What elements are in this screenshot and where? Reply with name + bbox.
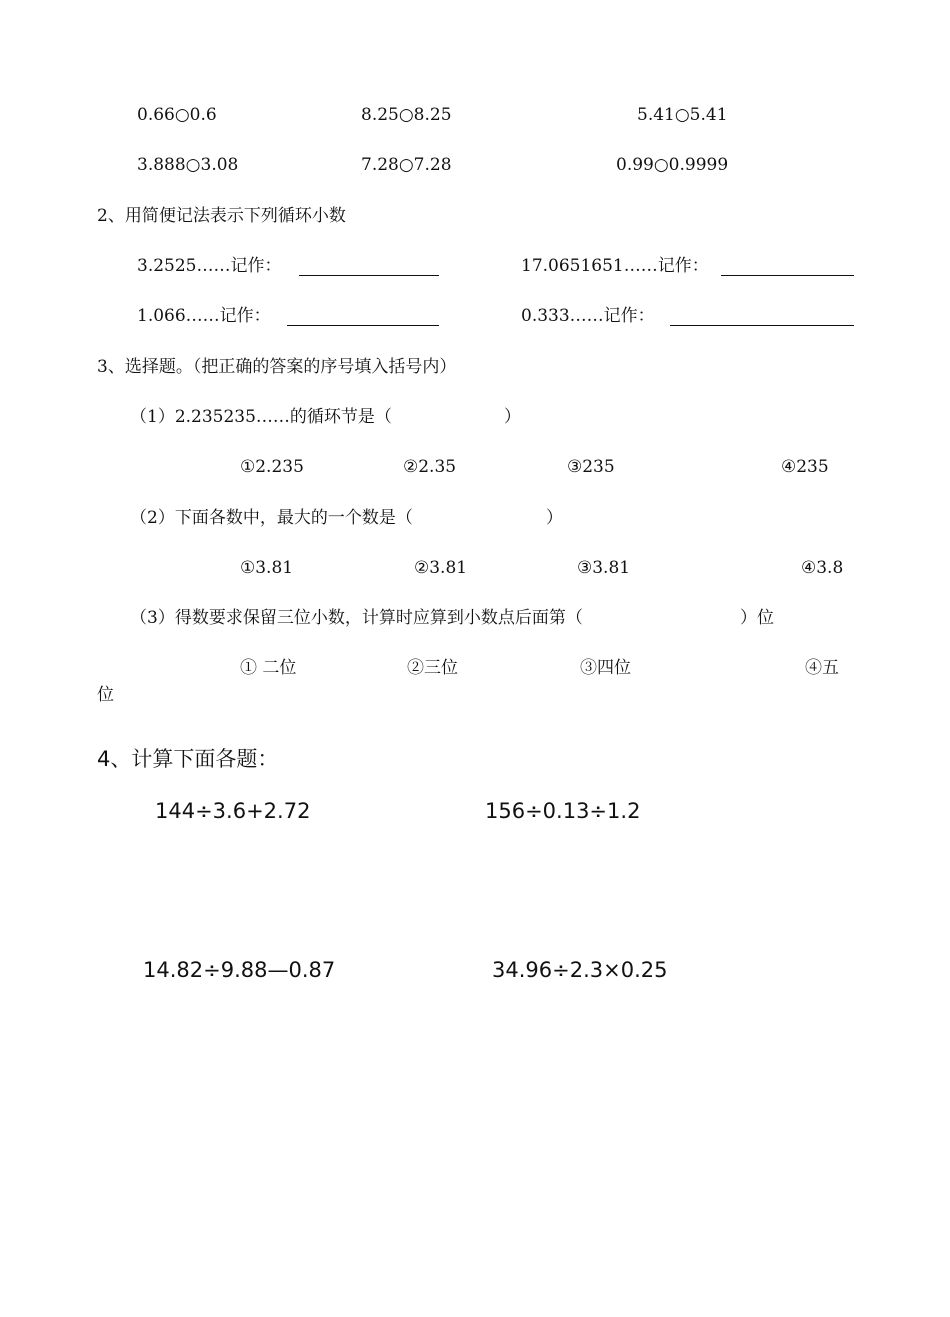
option[interactable]: ① 二位: [240, 658, 297, 678]
q3-sub1-text: （1）2.235235……的循环节是（: [130, 407, 392, 427]
compare-item: 5.41○5.41: [637, 105, 728, 125]
compare-item: 7.28○7.28: [361, 155, 452, 175]
q2-item: 0.333……记作：: [521, 306, 655, 326]
option[interactable]: ③四位: [580, 658, 631, 678]
option[interactable]: ④235: [781, 457, 829, 477]
q3-sub2-text: （2）下面各数中，最大的一个数是（: [130, 508, 413, 528]
option[interactable]: ②三位: [407, 658, 458, 678]
calc-problem: 14.82÷9.88—0.87: [143, 958, 336, 982]
option[interactable]: ③3.81: [577, 558, 631, 578]
option[interactable]: ④五: [805, 658, 839, 678]
q2-item: 17.0651651……记作：: [521, 256, 709, 276]
compare-item: 3.888○3.08: [137, 155, 239, 175]
answer-blank[interactable]: [670, 325, 854, 326]
q3-title: 3、选择题。（把正确的答案的序号填入括号内）: [97, 357, 457, 377]
calc-problem: 144÷3.6+2.72: [155, 799, 311, 823]
option[interactable]: ①3.81: [240, 558, 294, 578]
q3-sub1-close: ）: [504, 407, 521, 427]
option[interactable]: ②3.81: [414, 558, 468, 578]
compare-item: 0.99○0.9999: [616, 155, 729, 175]
q2-item: 3.2525……记作：: [137, 256, 282, 276]
q2-item: 1.066……记作：: [137, 306, 271, 326]
answer-blank[interactable]: [287, 325, 439, 326]
option[interactable]: ③235: [567, 457, 615, 477]
calc-problem: 156÷0.13÷1.2: [485, 799, 641, 823]
answer-blank[interactable]: [299, 275, 439, 276]
option[interactable]: ④3.8: [801, 558, 844, 578]
calc-problem: 34.96÷2.3×0.25: [492, 958, 668, 982]
answer-blank[interactable]: [721, 275, 854, 276]
option[interactable]: ①2.235: [240, 457, 304, 477]
compare-item: 0.66○0.6: [137, 105, 217, 125]
compare-item: 8.25○8.25: [361, 105, 452, 125]
option[interactable]: ②2.35: [403, 457, 457, 477]
q3-sub2-close: ）: [546, 508, 563, 528]
q2-title: 2、用简便记法表示下列循环小数: [97, 206, 346, 226]
q3-sub3-close: ）位: [740, 608, 774, 628]
q4-title: 4、计算下面各题：: [97, 747, 279, 771]
option-wrap: 位: [97, 685, 114, 705]
q3-sub3-text: （3）得数要求保留三位小数，计算时应算到小数点后面第（: [130, 608, 583, 628]
